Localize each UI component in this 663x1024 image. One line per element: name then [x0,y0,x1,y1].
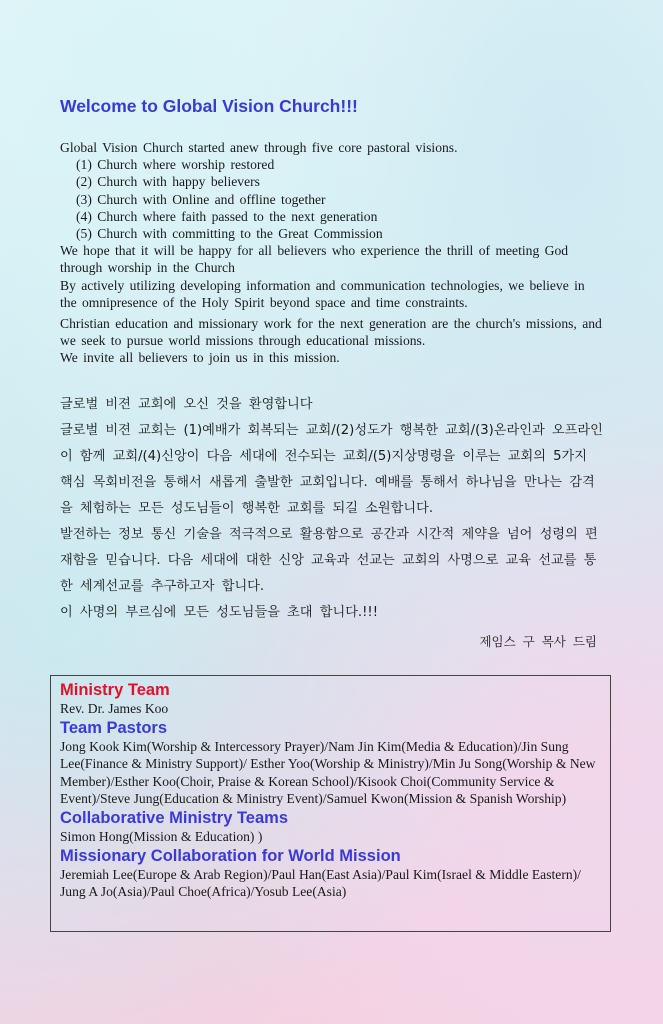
korean-welcome-text [60,392,605,655]
vision-list [60,156,605,242]
korean-mission: 발전하는 정보 통신 기술을 적극적으로 활용함으로 공간과 시간적 제약을 넘어 성령의 편재함을 믿습니다. 다음 세대에 대한 신앙 교육과 선교는 교회의 사명으로 교육 선교를 통한 세계선교를 추구하고자 합니다. [60,527,598,594]
ministry-team-box [50,675,611,932]
intro-text: Global Vision Church started anew through five core pastoral visions. [60,140,458,155]
welcome-title: Welcome to Global Vision Church!!! [60,96,358,116]
hope-text: We hope that it will be happy for all believers who experience the thrill of meeting God through worship in the Church [60,243,569,276]
team-pastors-heading: Team Pastors [60,718,167,737]
missionary-collab-members: Jeremiah Lee(Europe & Arab Region)/Paul Han(East Asia)/Paul Kim(Israel & Middle Eastern)/ Jung A Jo(Asia)/Paul Choe(Africa)/Yosub Lee(Asia) [60,866,581,900]
korean-invite: 이 사명의 부르심에 모든 성도님들을 초대 합니다.!!! [60,605,378,620]
mission-text: Christian education and missionary work for the next generation are the church's missions, and we seek to pursue world missions through educational missions. [60,316,602,349]
list-item: (4) Church where faith passed to the next generation [76,208,378,224]
belief-text: By actively utilizing developing information and communication technologies, we believe in the omnipresence of the Holy Spirit beyond space and time constraints. [60,277,585,310]
invite-text: We invite all believers to join us in this mission. [60,350,340,366]
collaborative-teams-members: Simon Hong(Mission & Education) ) [60,828,263,844]
ministry-team-heading: Ministry Team [60,681,170,699]
list-item: (3) Church with Online and offline together [76,191,326,207]
list-item: (2) Church with happy believers [76,174,260,190]
korean-greeting: 글로벌 비젼 교회에 오신 것을 환영합니다 [60,397,313,412]
collaborative-teams-heading: Collaborative Ministry Teams [60,808,289,827]
signature: 제임스 구 목사 드림 [479,634,597,649]
team-pastors-members: Jong Kook Kim(Worship & Intercessory Prayer)/Nam Jin Kim(Media & Education)/Jin Sung Lee(Finance & Ministry Support)/ Esther Yoo(Worship & Ministry)/Min Ju Song(Worship & New Member)/Esther Koo(Choir, Praise & Korean School)/Kisook Choi(Community Service & Event)/Steve Jung(Education & Ministry Event)/Samuel Kwon(Mission & Spanish Worship) [60,738,596,807]
english-welcome-text [60,139,605,367]
list-item: (5) Church with committing to the Great Commission [76,226,383,242]
korean-visions: 글로벌 비젼 교회는 (1)예배가 회복되는 교회/(2)성도가 행복한 교회/(3)온라인과 오프라인이 함께 교회/(4)신앙이 다음 세대에 전수되는 교회/(5)지상명령을 이루는 교회의 5가지 핵심 목회비전을 통해서 새롭게 출발한 교회입니다. 예배를 통해서 하나님을 만나는 감격을 체험하는 모든 성도님들이 행복한 교회를 되길 소원합니다. [60,423,603,516]
ministry-team-members: Rev. Dr. James Koo [60,701,169,716]
list-item: (1) Church where worship restored [76,157,275,173]
missionary-collab-heading: Missionary Collaboration for World Mission [60,846,401,865]
